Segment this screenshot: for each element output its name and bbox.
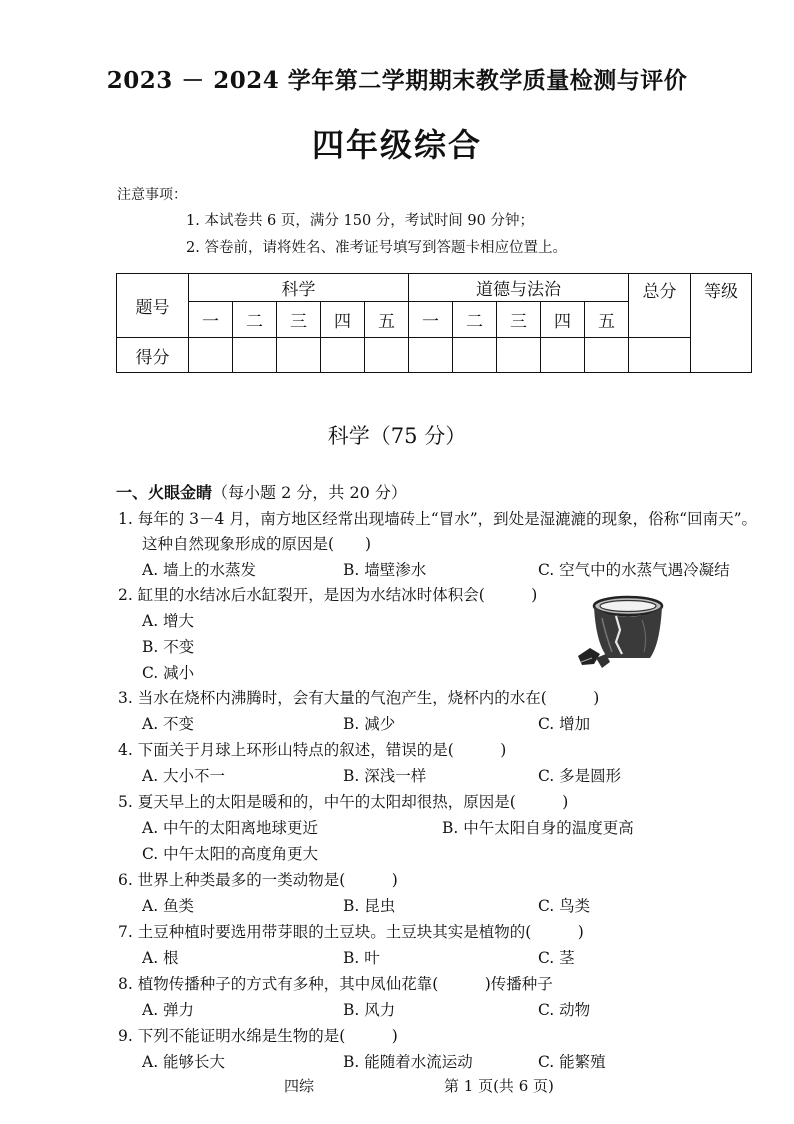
question-3-stem: 3. 当水在烧杯内沸腾时，会有大量的气泡产生，烧杯内的水在( ) <box>118 689 600 707</box>
question-7-option-c: C. 茎 <box>538 949 575 967</box>
notice-item-1: 1. 本试卷共 6 页，满分 150 分，考试时间 90 分钟； <box>186 213 534 229</box>
group-science: 科学 <box>189 274 409 302</box>
col-num: 二 <box>453 302 497 338</box>
col-num: 四 <box>541 302 585 338</box>
question-8-option-a: A. 弹力 <box>142 1001 195 1019</box>
score-cell[interactable] <box>409 338 453 373</box>
notice-label: 注意事项： <box>117 187 187 203</box>
part-title-note: （每小题 2 分，共 20 分） <box>212 483 407 502</box>
exam-title: 2023 － 2024 学年第二学期期末教学质量检测与评价 <box>106 67 688 94</box>
question-4-option-c: C. 多是圆形 <box>538 767 622 785</box>
score-cell[interactable] <box>189 338 233 373</box>
question-1-stem-line2: 这种自然现象形成的原因是( ) <box>142 535 372 553</box>
question-5-option-b: B. 中午太阳自身的温度更高 <box>442 819 634 837</box>
question-8-option-c: C. 动物 <box>538 1001 591 1019</box>
question-2-option-c: C. 减小 <box>142 664 195 682</box>
score-cell[interactable] <box>233 338 277 373</box>
question-5-option-a: A. 中午的太阳离地球更近 <box>142 819 319 837</box>
notice-item-2: 2. 答卷前，请将姓名、准考证号填写到答题卡相应位置上。 <box>186 240 567 256</box>
score-cell[interactable] <box>453 338 497 373</box>
group-morality: 道德与法治 <box>409 274 629 302</box>
question-7-stem: 7. 土豆种植时要选用带芽眼的土豆块。土豆块其实是植物的( ) <box>118 923 584 941</box>
score-cell[interactable] <box>541 338 585 373</box>
score-cell[interactable] <box>277 338 321 373</box>
total-cell[interactable] <box>629 338 691 373</box>
score-cell[interactable] <box>585 338 629 373</box>
question-6-option-b: B. 昆虫 <box>343 897 396 915</box>
question-6-option-a: A. 鱼类 <box>142 897 195 915</box>
question-9-option-a: A. 能够长大 <box>142 1053 226 1071</box>
question-5-option-c: C. 中午太阳的高度角更大 <box>142 845 319 863</box>
question-5-stem: 5. 夏天早上的太阳是暖和的，中午的太阳却很热，原因是( ) <box>118 793 569 811</box>
grade-header: 等级 <box>691 274 752 373</box>
part-title <box>116 480 407 503</box>
score-label: 得分 <box>117 338 189 373</box>
question-8-option-b: B. 风力 <box>343 1001 396 1019</box>
page-number: 第 1 页(共 6 页) <box>444 1077 554 1095</box>
footer-label: 四综 <box>284 1077 315 1095</box>
question-7-option-b: B. 叶 <box>343 949 380 967</box>
score-cell[interactable] <box>497 338 541 373</box>
col-num: 一 <box>409 302 453 338</box>
question-3-option-a: A. 不变 <box>142 715 195 733</box>
question-1-option-a: A. 墙上的水蒸发 <box>142 561 257 579</box>
col-num: 二 <box>233 302 277 338</box>
col-num: 三 <box>497 302 541 338</box>
total-header: 总分 <box>629 274 691 338</box>
question-8-stem: 8. 植物传播种子的方式有多种，其中凤仙花靠( )传播种子 <box>118 975 553 993</box>
score-cell[interactable] <box>365 338 409 373</box>
question-2-stem: 2. 缸里的水结冰后水缸裂开，是因为水结冰时体积会( ) <box>118 586 538 604</box>
score-table <box>116 273 752 373</box>
col-num: 五 <box>365 302 409 338</box>
col-num: 一 <box>189 302 233 338</box>
question-7-option-a: A. 根 <box>142 949 179 967</box>
question-1-option-c: C. 空气中的水蒸气遇冷凝结 <box>538 561 730 579</box>
col-num: 四 <box>321 302 365 338</box>
question-6-option-c: C. 鸟类 <box>538 897 591 915</box>
exam-subtitle: 四年级综合 <box>311 126 482 164</box>
question-3-option-b: B. 减少 <box>343 715 396 733</box>
question-9-stem: 9. 下列不能证明水绵是生物的是( ) <box>118 1027 398 1045</box>
section-title: 科学（75 分） <box>327 424 467 448</box>
row-label: 题号 <box>117 274 189 338</box>
question-6-stem: 6. 世界上种类最多的一类动物是( ) <box>118 871 398 889</box>
col-num: 三 <box>277 302 321 338</box>
question-2-option-a: A. 增大 <box>142 612 195 630</box>
question-1-stem: 1. 每年的 3－4 月，南方地区经常出现墙砖上“冒水”，到处是湿漉漉的现象，俗称“回南天”。 <box>118 510 757 528</box>
part-title-text: 一、火眼金睛 <box>116 483 213 502</box>
question-4-stem: 4. 下面关于月球上环形山特点的叙述，错误的是( ) <box>118 741 507 759</box>
col-num: 五 <box>585 302 629 338</box>
cracked-water-jar-image <box>572 592 672 670</box>
question-1-option-b: B. 墙壁渗水 <box>343 561 427 579</box>
score-cell[interactable] <box>321 338 365 373</box>
question-9-option-c: C. 能繁殖 <box>538 1053 606 1071</box>
question-9-option-b: B. 能随着水流运动 <box>343 1053 473 1071</box>
question-4-option-b: B. 深浅一样 <box>343 767 427 785</box>
question-4-option-a: A. 大小不一 <box>142 767 226 785</box>
question-3-option-c: C. 增加 <box>538 715 591 733</box>
question-2-option-b: B. 不变 <box>142 638 195 656</box>
